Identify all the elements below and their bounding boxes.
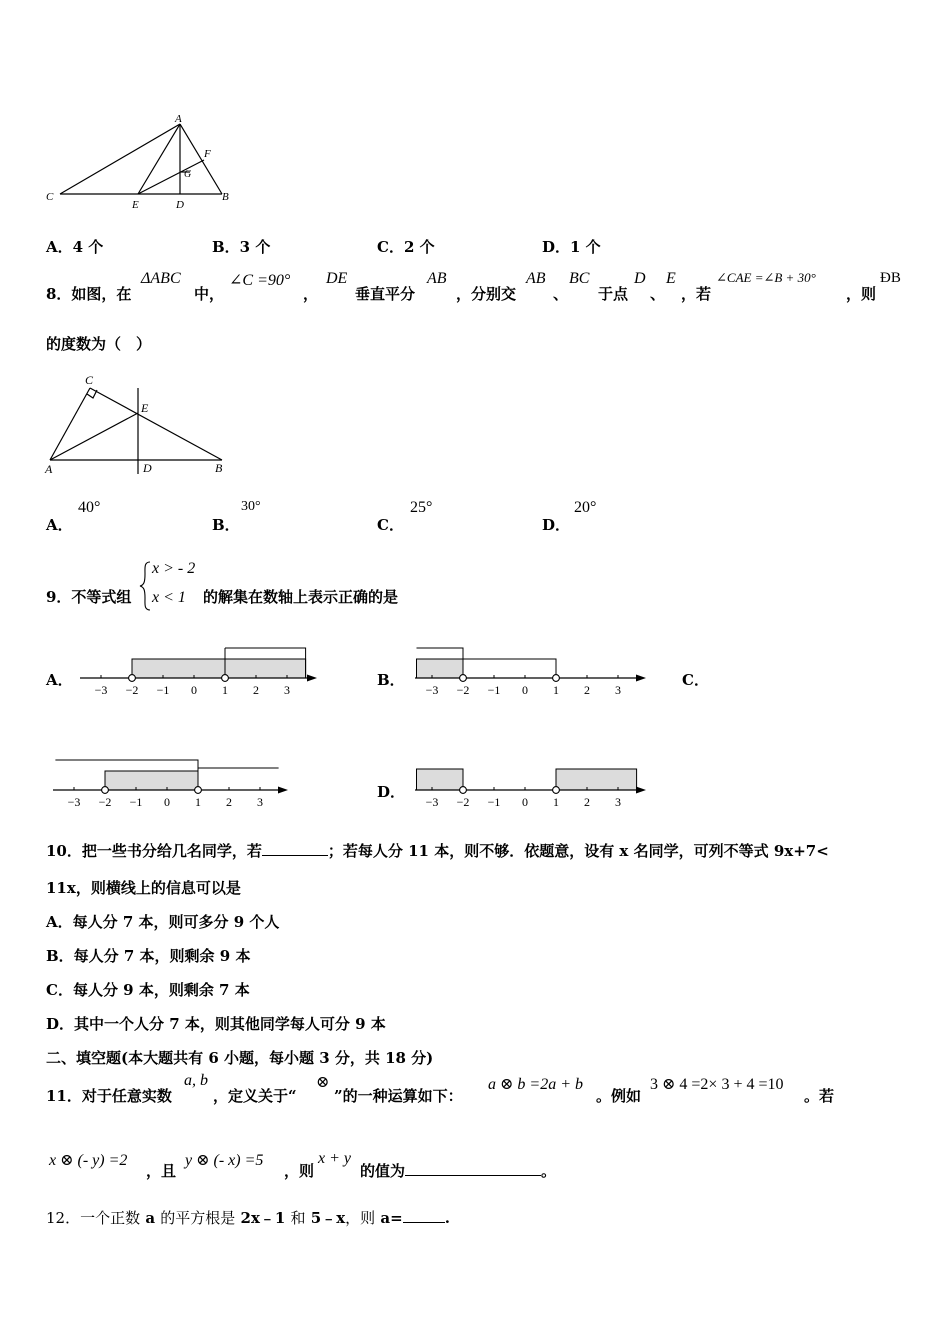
q10-text-1: 10．把一些书分给几名同学，若 bbox=[46, 842, 262, 860]
tick-label: −2 bbox=[98, 795, 112, 809]
tick-label: −3 bbox=[425, 795, 439, 809]
fig1-label-D: D bbox=[176, 199, 184, 211]
fig1-label-E: E bbox=[132, 199, 139, 211]
open-endpoint bbox=[222, 675, 229, 682]
q11-blank[interactable] bbox=[405, 1161, 541, 1176]
q12-text-5: 和 bbox=[290, 1209, 306, 1227]
q10-option-a[interactable]: A．每人分 7 本，则可多分 9 个人 bbox=[46, 913, 280, 931]
q11-text-1: 11．对于任意实数 bbox=[46, 1087, 172, 1105]
tick-label: 0 bbox=[164, 795, 170, 809]
axis-arrow bbox=[278, 787, 288, 794]
tick-label: 2 bbox=[226, 795, 232, 809]
q12-text-8: a= bbox=[375, 1209, 403, 1227]
q11-math-sum: x + y bbox=[318, 1150, 351, 1167]
tick-label: 1 bbox=[195, 795, 201, 809]
q8-option-c-value: 25° bbox=[410, 499, 433, 516]
fig2-label-E: E bbox=[141, 401, 149, 415]
number-line-a bbox=[80, 643, 320, 703]
q10-text-2: ；若每人分 11 本，则不够．依题意，设有 x 名同学，可列不等式 9x+7< bbox=[327, 842, 829, 860]
shaded-region bbox=[132, 659, 306, 678]
q8-option-b[interactable]: B． bbox=[212, 516, 240, 534]
tick-label: 1 bbox=[553, 795, 559, 809]
q9-inequality-2: x < 1 bbox=[152, 589, 186, 606]
shaded-region bbox=[105, 771, 198, 790]
q8-text-line2: 的度数为（ ） bbox=[46, 335, 152, 353]
q8-text-9: ，若 bbox=[681, 285, 712, 303]
q8-math-angle-c: ∠C =90° bbox=[229, 272, 291, 289]
q8-math-e: E bbox=[666, 270, 676, 287]
q8-option-d-value: 20° bbox=[574, 499, 597, 516]
q8-text-6: 、 bbox=[553, 285, 569, 303]
tick-label: 2 bbox=[584, 683, 590, 697]
q7-option-a[interactable]: A．4 个 bbox=[46, 238, 104, 256]
tick-label: 2 bbox=[253, 683, 259, 697]
section-title-fill-in: 二、填空题(本大题共有 6 小题，每小题 3 分，共 18 分) bbox=[46, 1049, 434, 1067]
fig1-label-G: G bbox=[184, 169, 192, 180]
q10-option-b[interactable]: B．每人分 7 本，则剩余 9 本 bbox=[46, 947, 251, 965]
q11-math-example: 3 ⊗ 4 =2× 3 + 4 =10 bbox=[650, 1076, 784, 1093]
open-endpoint bbox=[102, 787, 109, 794]
number-line-c bbox=[50, 755, 290, 815]
q11-math-definition: a ⊗ b =2a + b bbox=[488, 1076, 583, 1093]
fig1-label-F: F bbox=[204, 148, 211, 160]
q8-option-d[interactable]: D． bbox=[542, 516, 571, 534]
open-endpoint bbox=[129, 675, 136, 682]
q8-text-2: 中， bbox=[194, 285, 225, 303]
open-endpoint bbox=[460, 787, 467, 794]
tick-label: −2 bbox=[125, 683, 139, 697]
fig2-label-C: C bbox=[85, 373, 94, 387]
fig2-label-A: A bbox=[45, 462, 53, 476]
q9-option-c[interactable]: C． bbox=[682, 671, 709, 689]
q8-option-c[interactable]: C． bbox=[377, 516, 404, 534]
q11-line2-tail bbox=[360, 1160, 556, 1181]
q11-text-8: 的值为 bbox=[360, 1162, 406, 1180]
q10-option-c[interactable]: C．每人分 9 本，则剩余 7 本 bbox=[46, 981, 250, 999]
q8-text-3: ， bbox=[303, 285, 319, 303]
fig2-label-B: B bbox=[215, 461, 223, 475]
tick-label: −2 bbox=[456, 795, 470, 809]
q7-option-b[interactable]: B．3 个 bbox=[212, 238, 271, 256]
q11-text-4: 。例如 bbox=[596, 1087, 642, 1105]
axis-arrow bbox=[307, 675, 317, 682]
q11-text-3: ”的一种运算如下： bbox=[334, 1087, 463, 1105]
q12-text-4: 2x﹣1 bbox=[235, 1209, 291, 1227]
open-endpoint bbox=[553, 787, 560, 794]
q8-text-1: 8．如图，在 bbox=[46, 285, 132, 303]
number-line-b bbox=[410, 643, 650, 703]
open-endpoint bbox=[460, 675, 467, 682]
q8-math-ab2: AB bbox=[526, 270, 546, 287]
q11-text-2: ，定义关于“ bbox=[213, 1087, 297, 1105]
tick-label: −3 bbox=[94, 683, 108, 697]
q12-text-1: 12．一个正数 bbox=[46, 1209, 141, 1227]
tick-label: −1 bbox=[487, 683, 501, 697]
q8-text-10: ，则 bbox=[846, 285, 877, 303]
q11-math-condition-2: y ⊗ (- x) =5 bbox=[185, 1152, 264, 1169]
q12-text-6: 5﹣x bbox=[305, 1209, 346, 1227]
axis-arrow bbox=[636, 787, 646, 794]
fig1-label-A: A bbox=[175, 113, 182, 125]
tick-label: 3 bbox=[284, 683, 290, 697]
tick-label: −1 bbox=[156, 683, 170, 697]
q7-option-c[interactable]: C．2 个 bbox=[377, 238, 435, 256]
q12-line bbox=[46, 1207, 450, 1228]
q8-math-de: DE bbox=[326, 270, 348, 287]
q8-text-5: ，分别交 bbox=[456, 285, 517, 303]
q11-math-op: ⊗ bbox=[316, 1074, 330, 1091]
q8-math-bc: BC bbox=[569, 270, 590, 287]
q11-math-ab: a, b bbox=[184, 1072, 208, 1089]
q11-text-7: ，则 bbox=[284, 1162, 315, 1180]
tick-label: −2 bbox=[456, 683, 470, 697]
q8-option-a[interactable]: A． bbox=[46, 516, 73, 534]
tick-label: 0 bbox=[522, 683, 528, 697]
q9-inequality-1: x > - 2 bbox=[152, 560, 196, 577]
shaded-region bbox=[417, 769, 464, 790]
q10-option-d[interactable]: D．其中一个人分 7 本，则其他同学每人可分 9 本 bbox=[46, 1015, 386, 1033]
q10-blank[interactable] bbox=[262, 841, 328, 856]
open-endpoint bbox=[195, 787, 202, 794]
tick-label: 3 bbox=[257, 795, 263, 809]
q9-option-b[interactable]: B． bbox=[377, 671, 405, 689]
fig1-label-B: B bbox=[222, 191, 229, 203]
tick-label: 3 bbox=[615, 683, 621, 697]
q10-line2: 11x，则横线上的信息可以是 bbox=[46, 879, 241, 897]
tick-label: 2 bbox=[584, 795, 590, 809]
q8-text-4: 垂直平分 bbox=[355, 285, 416, 303]
q12-text-7: ，则 bbox=[345, 1209, 376, 1227]
q8-text-8: 、 bbox=[650, 285, 666, 303]
fig1-label-C: C bbox=[46, 191, 54, 203]
tick-label: 0 bbox=[191, 683, 197, 697]
q8-option-b-value: 30° bbox=[241, 499, 261, 514]
tick-label: −3 bbox=[67, 795, 81, 809]
q9-option-a[interactable]: A． bbox=[46, 671, 73, 689]
q8-math-db: ÐB bbox=[880, 270, 901, 286]
q8-math-ab: AB bbox=[427, 270, 447, 287]
q9-brace bbox=[138, 560, 152, 612]
q12-text-3: 的平方根是 bbox=[160, 1209, 236, 1227]
q12-blank[interactable] bbox=[403, 1208, 445, 1223]
triangle-figure-q8 bbox=[40, 368, 240, 480]
tick-label: 3 bbox=[615, 795, 621, 809]
q12-text-9: . bbox=[444, 1209, 450, 1227]
fig2-label-D: D bbox=[143, 461, 152, 475]
shaded-region bbox=[417, 659, 464, 678]
open-endpoint bbox=[553, 675, 560, 682]
q8-math-condition: ∠CAE =∠B + 30° bbox=[716, 270, 816, 285]
triangle-figure-q7 bbox=[40, 110, 250, 215]
tick-label: 1 bbox=[222, 683, 228, 697]
tick-label: −3 bbox=[425, 683, 439, 697]
q7-option-d[interactable]: D．1 个 bbox=[542, 238, 601, 256]
q12-text-2: a bbox=[140, 1209, 161, 1227]
q8-text-7: 于点 bbox=[598, 285, 629, 303]
q10-line1 bbox=[46, 840, 829, 861]
q8-option-a-value: 40° bbox=[78, 499, 101, 516]
tick-label: 0 bbox=[522, 795, 528, 809]
axis-arrow bbox=[636, 675, 646, 682]
q11-text-9: 。 bbox=[541, 1162, 557, 1180]
tick-label: 1 bbox=[553, 683, 559, 697]
q8-math-triangle: ΔABC bbox=[141, 270, 181, 287]
tick-label: −1 bbox=[487, 795, 501, 809]
q8-math-d: D bbox=[634, 270, 646, 287]
tick-label: −1 bbox=[129, 795, 143, 809]
shaded-region-2 bbox=[556, 769, 637, 790]
number-line-d bbox=[410, 755, 650, 815]
q9-text-1: 9．不等式组 bbox=[46, 588, 132, 606]
q11-text-5: 。若 bbox=[804, 1087, 835, 1105]
q9-option-d[interactable]: D． bbox=[377, 783, 406, 801]
q9-text-2: 的解集在数轴上表示正确的是 bbox=[203, 588, 399, 606]
q11-math-condition-1: x ⊗ (- y) =2 bbox=[49, 1152, 128, 1169]
q11-text-6: ，且 bbox=[146, 1162, 177, 1180]
